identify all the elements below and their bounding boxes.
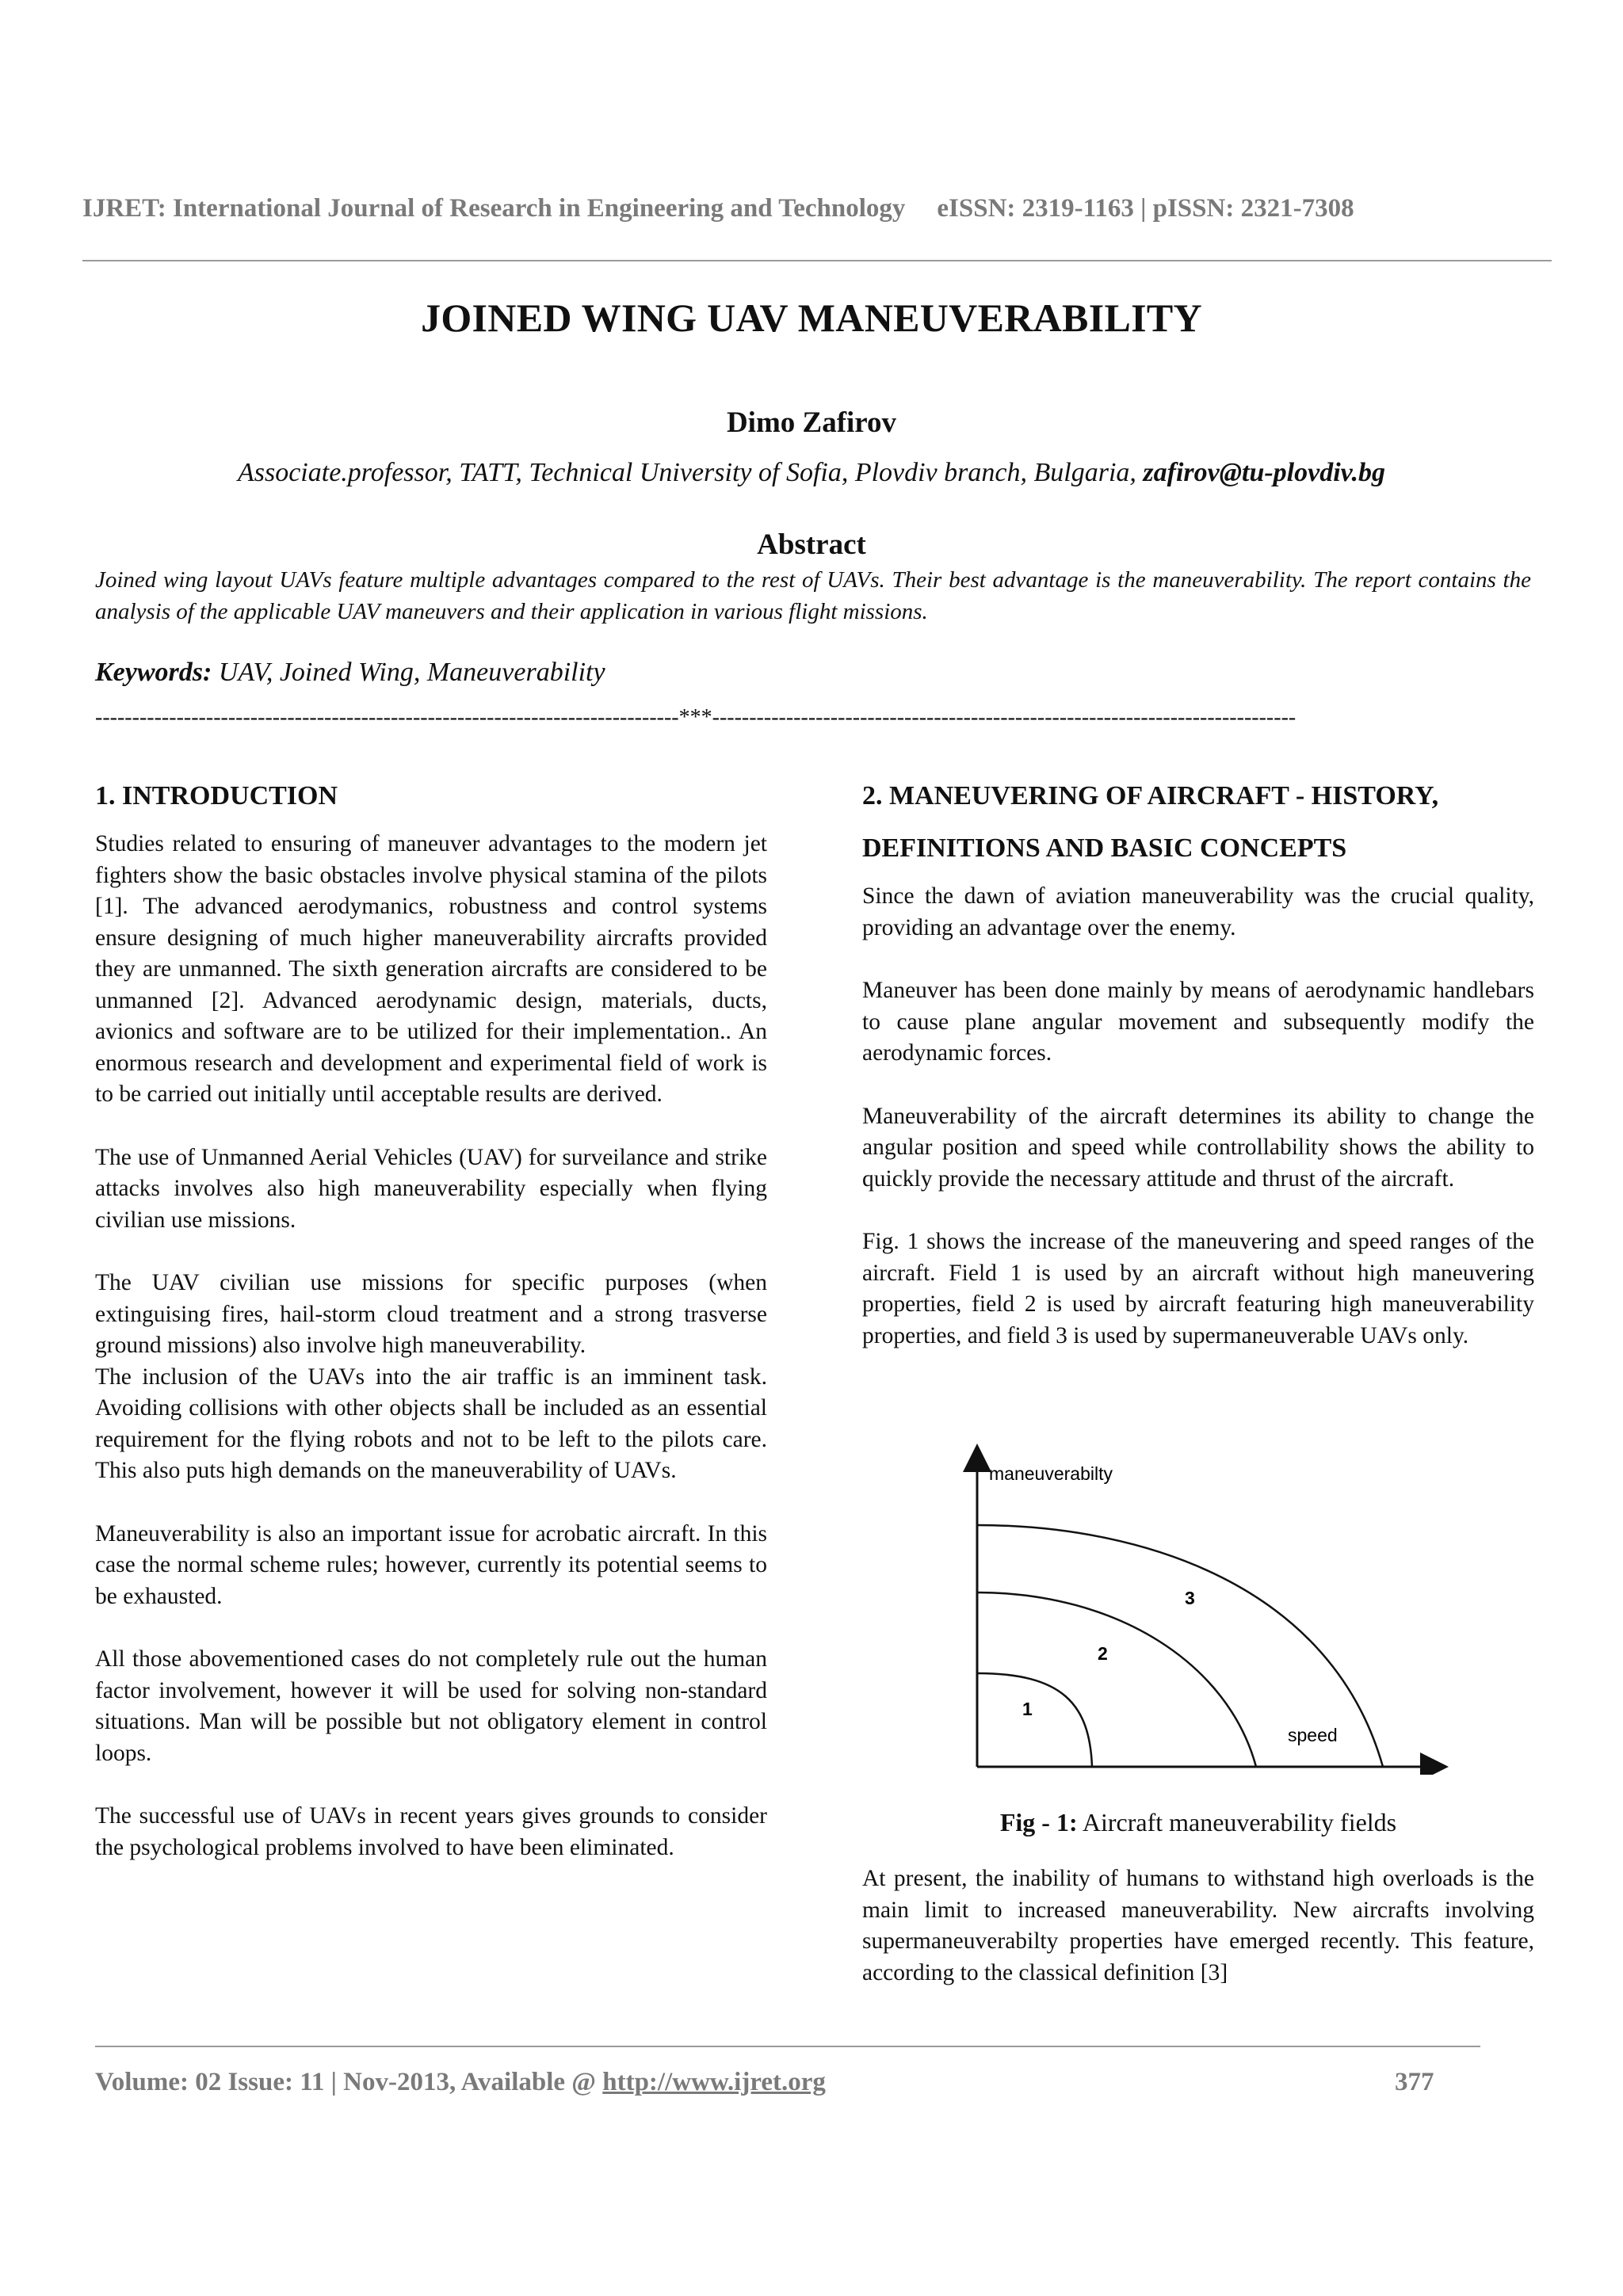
section-2-heading-line-2: DEFINITIONS AND BASIC CONCEPTS: [862, 833, 1347, 863]
figure-caption: [862, 1808, 1534, 1837]
column-right-continued: [862, 1863, 1534, 1989]
section-2-paragraph: Fig. 1 shows the increase of the maneuvering and speed ranges of the aircraft. Field 1 is used by an aircraft without high maneuvering properties, field 2 is used by aircraft featuring high maneuverability properties, and field 3 is used by supermaneuverable UAVs only.: [862, 1229, 1534, 1348]
keywords-text: UAV, Joined Wing, Maneuverability: [218, 658, 605, 687]
page-number: 377: [1395, 2068, 1434, 2096]
section-2-paragraph: Maneuver has been done mainly by means of aerodynamic handlebars to cause plane angular movement and subsequently modify the aerodynamic forces.: [862, 978, 1534, 1066]
author-name: Dimo Zafirov: [726, 406, 897, 439]
section-2-paragraph: Maneuverability of the aircraft determines its ability to change the angular position and speed while controllability shows the ability to quickly provide the necessary attitude and thrust of the aircraft.: [862, 1103, 1534, 1192]
field-1-label: 1: [1022, 1699, 1033, 1719]
footer-text: Volume: 02 Issue: 11 | Nov-2013, Available @: [95, 2068, 603, 2096]
journal-link[interactable]: http://www.ijret.org: [602, 2068, 826, 2096]
field-3-label: 3: [1185, 1588, 1195, 1608]
maneuverability-figure: [943, 1442, 1450, 1775]
section-2-paragraph: At present, the inability of humans to withstand high overloads is the main limit to increased maneuverability. New aircrafts involving supermaneuverabilty properties have emerged recently. This feature, according to the classical definition [3]: [862, 1866, 1534, 1985]
intro-paragraph: The successful use of UAVs in recent years gives grounds to consider the psychological problems involved to have been eliminated.: [95, 1803, 767, 1860]
field-1-boundary: [977, 1673, 1092, 1767]
intro-paragraph: The inclusion of the UAVs into the air traffic is an imminent task. Avoiding collisions with other objects shall be included as an essential requirement for the flying robots and not to be left to the pilots care. This also puts high demands on the maneuverability of UAVs.: [95, 1363, 767, 1483]
section-separator: -------------------------------------------------------------------------------***-------------------------------------------------------------------------------: [95, 705, 1296, 730]
field-2-boundary: [977, 1592, 1256, 1767]
abstract-text: Joined wing layout UAVs feature multiple advantages compared to the rest of UAVs. Their best advantage is the maneuverability. The report contains the analysis of the applicable UAV maneuvers and their application in various flight missions.: [95, 567, 1531, 624]
y-axis-label: maneuverabilty: [989, 1463, 1113, 1484]
footer-rule: [95, 2046, 1480, 2047]
header-rule: [82, 260, 1552, 261]
caption-label: Fig - 1:: [999, 1808, 1078, 1836]
section-2-paragraph: Since the dawn of aviation maneuverability was the crucial quality, providing an advantage over the enemy.: [862, 883, 1534, 940]
abstract-heading: Abstract: [757, 528, 866, 561]
affiliation-text: Associate.professor, TATT, Technical University of Sofia, Plovdiv branch, Bulgaria,: [237, 458, 1136, 487]
footer: [95, 2068, 826, 2097]
journal-name: IJRET: International Journal of Research in Engineering and Technology: [82, 194, 906, 223]
intro-paragraph: The UAV civilian use missions for specific purposes (when extinguising fires, hail-storm cloud treatment and a strong trasverse ground missions) also involve high maneuverability.: [95, 1270, 767, 1358]
column-left: [95, 770, 767, 1895]
intro-paragraph: Maneuverability is also an important issue for acrobatic aircraft. In this case the normal scheme rules; however, currently its potential seems to be exhausted.: [95, 1520, 767, 1609]
intro-paragraph: Studies related to ensuring of maneuver advantages to the modern jet fighters show the basic obstacles involve physical stamina of the pilots [1]. The advanced aerodymanics, robustness and control systems ensure designing of much higher maneuverability aircrafts provided they are unmanned. The sixth generation aircrafts are considered to be unmanned [2]. Advanced aerodynamic design, materials, ducts, avionics and software are to be utilized for their implementation.. An enormous research and development and experimental field of work is to be carried out initially until acceptable results are derived.: [95, 831, 767, 1107]
author-email: zafirov@tu-plovdiv.bg: [1143, 458, 1385, 487]
caption-text: Aircraft maneuverability fields: [1082, 1808, 1397, 1836]
column-right: [862, 770, 1534, 1383]
keywords-label: Keywords:: [95, 658, 212, 687]
keywords: [95, 658, 605, 688]
intro-paragraph: The use of Unmanned Aerial Vehicles (UAV) for surveilance and strike attacks involves also high maneuverability especially when flying civilian use missions.: [95, 1144, 767, 1233]
section-1-heading: 1. INTRODUCTION: [95, 781, 338, 810]
journal-header: [82, 194, 1354, 223]
author-affiliation: [0, 458, 1623, 488]
x-axis-label: speed: [1288, 1725, 1338, 1745]
intro-paragraph: All those abovementioned cases do not completely rule out the human factor involvement, however it will be used for solving non-standard situations. Man will be possible but not obligatory element in control loops.: [95, 1646, 767, 1766]
paper-title: JOINED WING UAV MANEUVERABILITY: [421, 296, 1202, 340]
field-2-label: 2: [1098, 1643, 1108, 1664]
journal-issn: eISSN: 2319-1163 | pISSN: 2321-7308: [937, 194, 1354, 223]
section-2-heading-line-1: 2. MANEUVERING OF AIRCRAFT - HISTORY,: [862, 781, 1439, 810]
